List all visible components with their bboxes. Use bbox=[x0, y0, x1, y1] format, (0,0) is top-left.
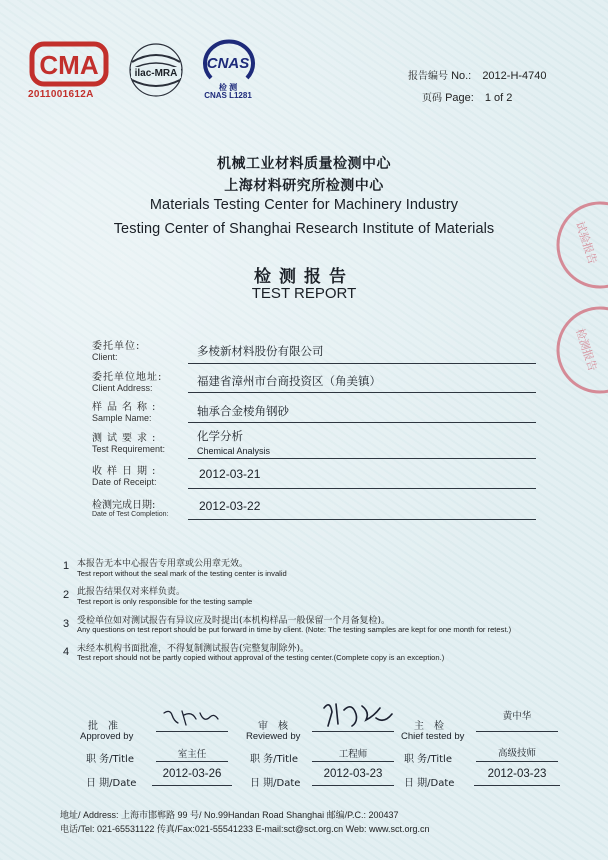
test-requirement-underline bbox=[188, 458, 536, 459]
date-of-completion-label bbox=[92, 496, 169, 518]
approved-date-label: 日 期/Date bbox=[86, 778, 137, 789]
chief-title-line bbox=[476, 761, 558, 762]
reviewed-title-line bbox=[312, 761, 394, 762]
cma-logo-icon bbox=[28, 40, 110, 88]
approved-signature-icon bbox=[160, 705, 222, 731]
note-2-en: Test report is only responsible for the testing sample bbox=[77, 597, 253, 606]
chief-title-value: 高级技师 bbox=[497, 748, 536, 759]
note-3-number: 3 bbox=[63, 618, 70, 630]
approved-label-cn: 批准 bbox=[88, 721, 128, 732]
report-title-en: TEST REPORT bbox=[251, 285, 357, 302]
reviewed-title-value: 工程师 bbox=[338, 749, 368, 760]
note-2-cn: 此报告结果仅对来样负责。 bbox=[77, 587, 186, 597]
sample-name-underline bbox=[188, 422, 536, 423]
report-number bbox=[408, 67, 547, 82]
note-1-number: 1 bbox=[63, 560, 70, 572]
client-label-en: Client: bbox=[92, 352, 118, 362]
sample-name-value: 轴承合金棱角钢砂 bbox=[197, 404, 289, 418]
chief-date-line bbox=[474, 785, 560, 786]
date-of-completion-value: 2012-03-22 bbox=[199, 499, 261, 513]
page-number bbox=[422, 89, 512, 104]
client-underline bbox=[188, 363, 536, 364]
footer-contact: 电话/Tel: 021-65531122 传真/Fax:021-55541233 E-mail:sct@sct.org.cn Web: www.sct.org.cn bbox=[60, 824, 430, 834]
stamp-1-text: 试验报告 bbox=[573, 219, 600, 266]
reviewed-date-line bbox=[312, 785, 394, 786]
client-address-underline bbox=[188, 392, 536, 393]
test-requirement-label-en: Test Requirement: bbox=[92, 444, 166, 454]
date-of-receipt-label bbox=[92, 462, 160, 487]
page-label-cn: 页码 bbox=[422, 93, 442, 104]
stamp-2-icon bbox=[548, 300, 608, 400]
approved-sign-line bbox=[156, 731, 228, 732]
cma-logo-text: CMA bbox=[39, 50, 99, 80]
reviewed-title-label: 职 务/Title bbox=[250, 754, 298, 765]
chief-label-en: Chief tested by bbox=[401, 731, 465, 742]
reviewed-label-cn: 审核 bbox=[258, 721, 298, 732]
client-value: 多棱新材料股份有限公司 bbox=[197, 344, 324, 358]
page-value: 1 of 2 bbox=[484, 92, 513, 104]
sample-name-label bbox=[92, 398, 160, 423]
cnas-logo-text: CNAS bbox=[206, 55, 250, 72]
org-title-cn-2: 上海材料研究所检测中心 bbox=[224, 178, 384, 194]
client-label-cn: 委托单位: bbox=[92, 341, 141, 352]
reviewed-date-value: 2012-03-23 bbox=[323, 768, 383, 780]
test-requirement-value-cn: 化学分析 bbox=[197, 429, 243, 443]
cma-number: 2011001612A bbox=[28, 89, 94, 100]
chief-sign-line bbox=[476, 731, 558, 732]
stamp-1-icon bbox=[548, 195, 608, 295]
note-4-cn: 未经本机构书面批准，不得复制测试报告(完整复制除外)。 bbox=[77, 644, 310, 654]
org-title-cn-1: 机械工业材料质量检测中心 bbox=[217, 156, 391, 172]
client-address-value: 福建省漳州市台商投资区（角美镇） bbox=[197, 374, 381, 388]
client-address-label-cn: 委托单位地址: bbox=[92, 372, 163, 383]
approved-date-value: 2012-03-26 bbox=[162, 768, 222, 780]
date-of-completion-underline bbox=[188, 519, 536, 520]
report-number-value: 2012-H-4740 bbox=[482, 70, 547, 82]
test-requirement-label bbox=[92, 429, 165, 454]
org-title-en-2: Testing Center of Shanghai Research Institute of Materials bbox=[113, 221, 495, 237]
date-of-completion-label-en: Date of Test Completion: bbox=[92, 511, 169, 518]
reviewed-date-label: 日 期/Date bbox=[250, 778, 301, 789]
ilac-mra-logo-icon bbox=[125, 42, 187, 100]
approved-label-en: Approved by bbox=[80, 731, 134, 742]
sample-name-label-cn: 样品名称: bbox=[92, 402, 161, 413]
note-2-number: 2 bbox=[63, 589, 70, 601]
note-4-en: Test report should not be partly copied without approval of the testing center.(Complete copy is an exception.) bbox=[77, 653, 445, 662]
chief-date-label: 日 期/Date bbox=[404, 778, 455, 789]
note-4-number: 4 bbox=[63, 646, 70, 658]
reviewed-sign-line bbox=[312, 731, 394, 732]
note-3-cn: 受检单位如对测试报告有异议应及时提出(本机构样品一般保留一个月备复检)。 bbox=[77, 616, 391, 626]
test-requirement-label-cn: 测试要求: bbox=[92, 433, 161, 444]
report-title-cn: 检测报告 bbox=[254, 267, 354, 287]
report-number-label-en: No.: bbox=[451, 70, 472, 82]
date-of-receipt-label-en: Date of Receipt: bbox=[92, 477, 157, 487]
approved-title-label: 职 务/Title bbox=[86, 754, 134, 765]
reviewed-label-en: Reviewed by bbox=[246, 731, 301, 742]
approved-title-value: 室主任 bbox=[177, 749, 207, 760]
page-label-en: Page: bbox=[445, 92, 474, 104]
cnas-label-cn: 检 测 bbox=[218, 83, 238, 92]
chief-title-label: 职 务/Title bbox=[404, 754, 452, 765]
date-of-receipt-label-cn: 收样日期: bbox=[92, 466, 161, 477]
client-address-label-en: Client Address: bbox=[92, 383, 153, 393]
date-of-receipt-value: 2012-03-21 bbox=[199, 467, 261, 481]
footer-address: 地址/ Address: 上海市邯郸路 99 号/ No.99Handan Road Shanghai 邮编/P.C.: 200437 bbox=[60, 810, 399, 820]
date-of-receipt-underline bbox=[188, 488, 536, 489]
chief-label-cn: 主检 bbox=[414, 721, 454, 732]
report-number-label-cn: 报告编号 bbox=[408, 71, 448, 82]
date-of-completion-label-cn: 检测完成日期: bbox=[92, 500, 156, 511]
ilac-mra-text: ilac-MRA bbox=[134, 68, 178, 79]
approved-title-line bbox=[156, 761, 228, 762]
note-1-cn: 本报告无本中心报告专用章或公用章无效。 bbox=[77, 559, 249, 569]
client-label bbox=[92, 337, 140, 362]
reviewed-signature-icon bbox=[318, 698, 398, 732]
chief-name-value: 黄中华 bbox=[502, 711, 532, 722]
note-1-en: Test report without the seal mark of the testing center is invalid bbox=[77, 569, 287, 578]
approved-date-line bbox=[152, 785, 232, 786]
note-3-en: Any questions on test report should be put forward in time by client. (Note: The testing samples are kept for one month for retest.) bbox=[77, 625, 512, 634]
sample-name-label-en: Sample Name: bbox=[92, 413, 152, 423]
cnas-label-code: CNAS L1281 bbox=[204, 91, 252, 100]
chief-date-value: 2012-03-23 bbox=[487, 768, 547, 780]
stamp-2-text: 检测报告 bbox=[573, 326, 600, 373]
test-requirement-value-en: Chemical Analysis bbox=[197, 446, 271, 456]
client-address-label bbox=[92, 368, 162, 393]
cnas-label bbox=[197, 84, 259, 100]
org-title-en-1: Materials Testing Center for Machinery Industry bbox=[149, 197, 459, 213]
